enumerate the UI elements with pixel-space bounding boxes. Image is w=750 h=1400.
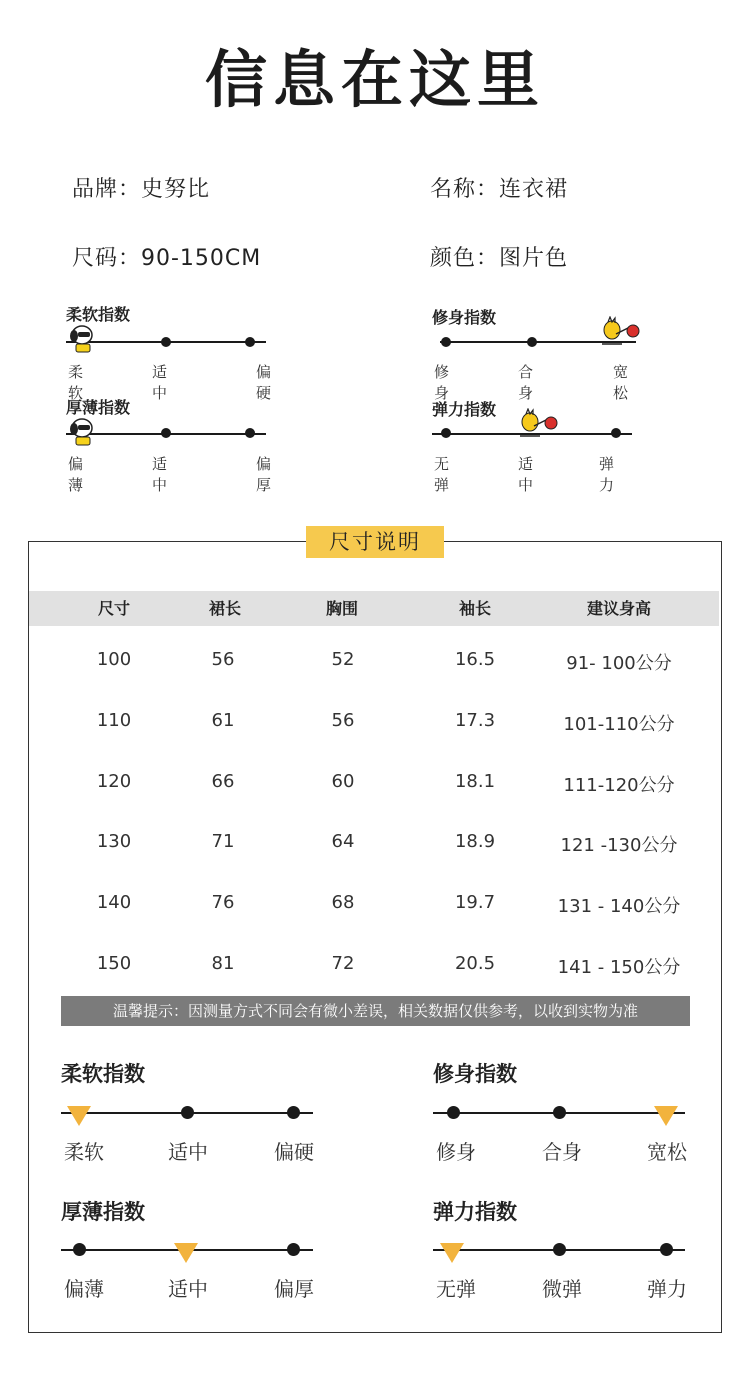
table-header-cell: 尺寸 [97, 599, 130, 618]
table-cell: 20.5 [454, 953, 496, 974]
index-dot [181, 1106, 194, 1119]
index-label: 无弹 [436, 1277, 476, 1301]
index-label: 适中 [168, 1140, 208, 1164]
index-dot [611, 428, 621, 438]
index-label: 微弹 [542, 1277, 582, 1301]
index-label: 适中 [152, 455, 168, 494]
index-dot [441, 337, 451, 347]
index-title: 厚薄指数 [66, 398, 131, 417]
index-title: 柔软指数 [61, 1062, 145, 1086]
woodstock-icon [598, 316, 640, 350]
index-label: 适中 [168, 1277, 208, 1301]
index-title: 弹力指数 [432, 400, 497, 419]
index-dot [245, 428, 255, 438]
table-header-cell: 裙长 [208, 599, 241, 618]
name-info: 名称：连衣裙 [430, 177, 569, 202]
index-label: 修身 [434, 363, 450, 402]
index-label: 弹力 [599, 455, 615, 494]
table-cell: 52 [331, 649, 355, 670]
index-label: 弹力 [647, 1277, 687, 1301]
table-cell: 121 -130公分 [560, 835, 678, 856]
table-cell: 18.1 [454, 771, 496, 792]
index-label: 合身 [542, 1140, 582, 1164]
table-header-cell: 胸围 [325, 599, 358, 618]
table-cell: 18.9 [454, 831, 496, 852]
size-info: 尺码：90-150CM [72, 246, 262, 271]
table-header-cell: 袖长 [458, 599, 491, 618]
table-cell: 91- 100公分 [566, 653, 672, 674]
table-cell: 101-110公分 [563, 714, 675, 735]
table-cell: 76 [211, 892, 235, 913]
index-title: 柔软指数 [66, 305, 131, 324]
table-cell: 66 [211, 771, 235, 792]
index-label: 偏薄 [68, 455, 84, 494]
table-cell: 130 [96, 831, 132, 852]
table-cell: 64 [331, 831, 355, 852]
woodstock-icon [516, 408, 558, 442]
table-cell: 131 - 140公分 [557, 896, 681, 917]
triangle-marker-icon [67, 1106, 91, 1126]
index-dot [161, 337, 171, 347]
table-cell: 100 [96, 649, 132, 670]
snoopy-icon [66, 322, 100, 356]
index-title: 弹力指数 [433, 1200, 517, 1224]
table-cell: 71 [211, 831, 235, 852]
table-cell: 110 [96, 710, 132, 731]
table-header-cell: 建议身高 [586, 599, 651, 618]
table-cell: 61 [211, 710, 235, 731]
index-dot [553, 1243, 566, 1256]
index-dot [553, 1106, 566, 1119]
index-label: 偏厚 [256, 455, 272, 494]
index-dot [287, 1243, 300, 1256]
index-dot [527, 337, 537, 347]
index-label: 柔软 [64, 1140, 104, 1164]
size-section-badge: 尺寸说明 [306, 526, 444, 558]
triangle-marker-icon [440, 1243, 464, 1263]
index-label: 修身 [436, 1140, 476, 1164]
brand-info: 品牌：史努比 [72, 177, 211, 202]
index-dot [245, 337, 255, 347]
table-cell: 141 - 150公分 [557, 957, 681, 978]
table-cell: 72 [331, 953, 355, 974]
index-label: 合身 [518, 363, 534, 402]
index-title: 修身指数 [433, 1062, 517, 1086]
table-cell: 120 [96, 771, 132, 792]
index-dot [660, 1243, 673, 1256]
page-title: 信息在这里 [204, 43, 545, 116]
index-dot [73, 1243, 86, 1256]
index-label: 适中 [152, 363, 168, 402]
index-dot [161, 428, 171, 438]
table-cell: 150 [96, 953, 132, 974]
measurement-tip: 温馨提示：因测量方式不同会有微小差误，相关数据仅供参考，以收到实物为准 [61, 996, 690, 1026]
index-label: 偏薄 [64, 1277, 104, 1301]
triangle-marker-icon [174, 1243, 198, 1263]
index-label: 偏厚 [274, 1277, 314, 1301]
triangle-marker-icon [654, 1106, 678, 1126]
color-info: 颜色：图片色 [430, 246, 569, 271]
table-cell: 17.3 [454, 710, 496, 731]
table-cell: 81 [211, 953, 235, 974]
index-label: 柔软 [68, 363, 84, 402]
table-cell: 60 [331, 771, 355, 792]
snoopy-icon [66, 415, 100, 449]
index-label: 偏硬 [256, 363, 272, 402]
index-title: 厚薄指数 [61, 1200, 145, 1224]
index-label: 宽松 [613, 363, 629, 402]
index-dot [441, 428, 451, 438]
index-label: 无弹 [434, 455, 450, 494]
index-label: 宽松 [647, 1140, 687, 1164]
index-title: 修身指数 [432, 308, 497, 327]
index-dot [287, 1106, 300, 1119]
index-label: 适中 [518, 455, 534, 494]
index-label: 偏硬 [274, 1140, 314, 1164]
table-cell: 56 [211, 649, 235, 670]
table-cell: 140 [96, 892, 132, 913]
table-cell: 19.7 [454, 892, 496, 913]
table-cell: 56 [331, 710, 355, 731]
table-cell: 68 [331, 892, 355, 913]
table-cell: 111-120公分 [563, 775, 675, 796]
table-cell: 16.5 [454, 649, 496, 670]
index-dot [447, 1106, 460, 1119]
